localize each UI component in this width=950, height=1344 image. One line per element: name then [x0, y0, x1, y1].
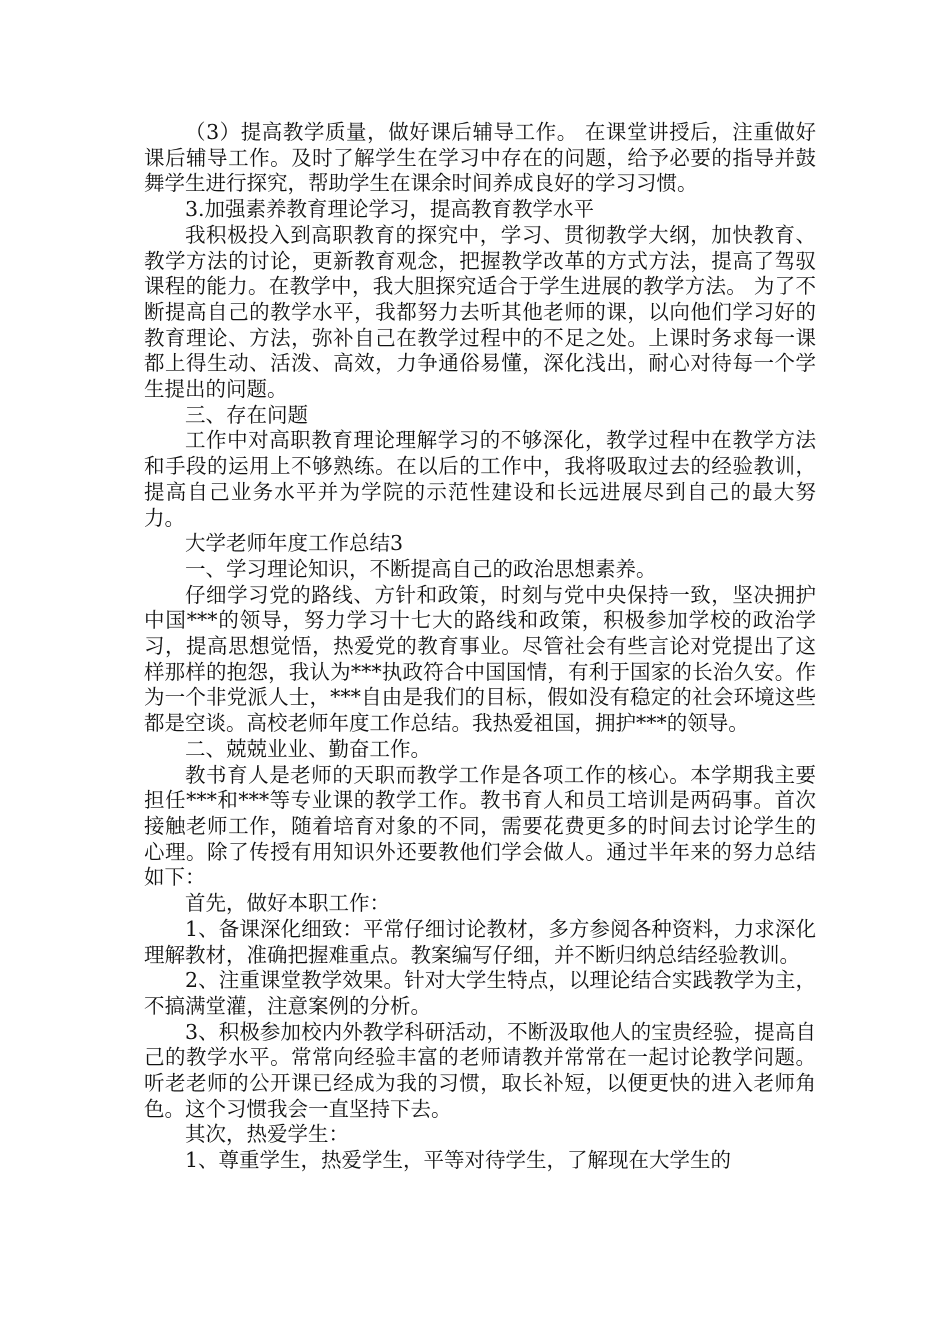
paragraph-political-study: 仔细学习党的路线、方针和政策，时刻与党中央保持一致，坚决拥护中国***的领导，努力学习十七大的路线和政策，积极参加学校的政治学习，提高思想觉悟，热爱党的教育事业。尽管社会有些言论对党提出了这样那样的抱怨，我认为***执政符合中国国情，有利于国家的长治久安。作为一个非党派人士，***自由是我们的目标，假如没有稳定的社会环境这些都是空谈。高校老师年度工作总结。我热爱祖国，拥护***的领导。: [144, 582, 816, 736]
paragraph-research-activities: 3、积极参加校内外教学科研活动，不断汲取他人的宝贵经验，提高自己的教学水平。常常向经验丰富的老师请教并常常在一起讨论教学问题。听老老师的公开课已经成为我的习惯，取长补短，以便更快的进入老师角色。这个习惯我会一直坚持下去。: [144, 1019, 816, 1121]
heading-summary-3: 大学老师年度工作总结3: [185, 531, 404, 556]
paragraph-teaching-exploration: 我积极投入到高职教育的探究中，学习、贯彻教学大纲，加快教育、教学方法的讨论，更新教育观念，把握教学改革的方式方法，提高了驾驭课程的能力。在教学中，我大胆探究适合于学生进展的教学方法。 为了不断提高自己的教学水平，我都努力去听其他老师的课，以向他们学习好的教育理论、方法，弥补自己在教学过程中的不足之处。上课时务求每一课都上得生动、活泼、高效，力争通俗易懂，深化浅出，耐心对待每一个学生提出的问题。: [144, 222, 816, 402]
heading-political-study: 一、学习理论知识，不断提高自己的政治思想素养。: [185, 556, 657, 581]
paragraph-respect-students: 1、尊重学生，热爱学生，平等对待学生，了解现在大学生的: [185, 1148, 732, 1173]
heading-diligent-work: 二、兢兢业业、勤奋工作。: [185, 736, 431, 761]
heading-theory-study: 3.加强素养教育理论学习，提高教育教学水平: [185, 197, 595, 222]
heading-first-duty: 首先，做好本职工作：: [185, 891, 390, 916]
paragraph-lesson-prep: 1、备课深化细致：平常仔细讨论教材，多方参阅各种资料，力求深化理解教材，准确把握难重点。教案编写仔细，并不断归纳总结经验教训。: [144, 916, 816, 967]
paragraph-classroom-effect: 2、注重课堂教学效果。针对大学生特点，以理论结合实践教学为主，不搞满堂灌，注意案例的分析。: [144, 968, 816, 1018]
paragraph-problems: 工作中对高职教育理论理解学习的不够深化，教学过程中在教学方法和手段的运用上不够熟练。在以后的工作中，我将吸取过去的经验教训，提高自己业务水平并为学院的示范性建设和长远进展尽到自己的最大努力。: [144, 428, 816, 530]
paragraph-teaching-duty: 教书育人是老师的天职而教学工作是各项工作的核心。本学期我主要担任***和***等专业课的教学工作。教书育人和员工培训是两码事。首次接触老师工作，随着培育对象的不同，需要花费更多的时间去讨论学生的心理。除了传授有用知识外还要教他们学会做人。通过半年来的努力总结如下：: [144, 762, 816, 890]
heading-love-students: 其次，热爱学生：: [185, 1122, 349, 1147]
paragraph-after-school-tutoring: （3）提高教学质量，做好课后辅导工作。 在课堂讲授后，注重做好课后辅导工作。及时了解学生在学习中存在的问题，给予必要的指导并鼓舞学生进行探究，帮助学生在课余时间养成良好的学习习惯。: [144, 120, 816, 196]
heading-existing-problems: 三、存在问题: [185, 402, 308, 427]
document-page: [144, 120, 816, 1174]
